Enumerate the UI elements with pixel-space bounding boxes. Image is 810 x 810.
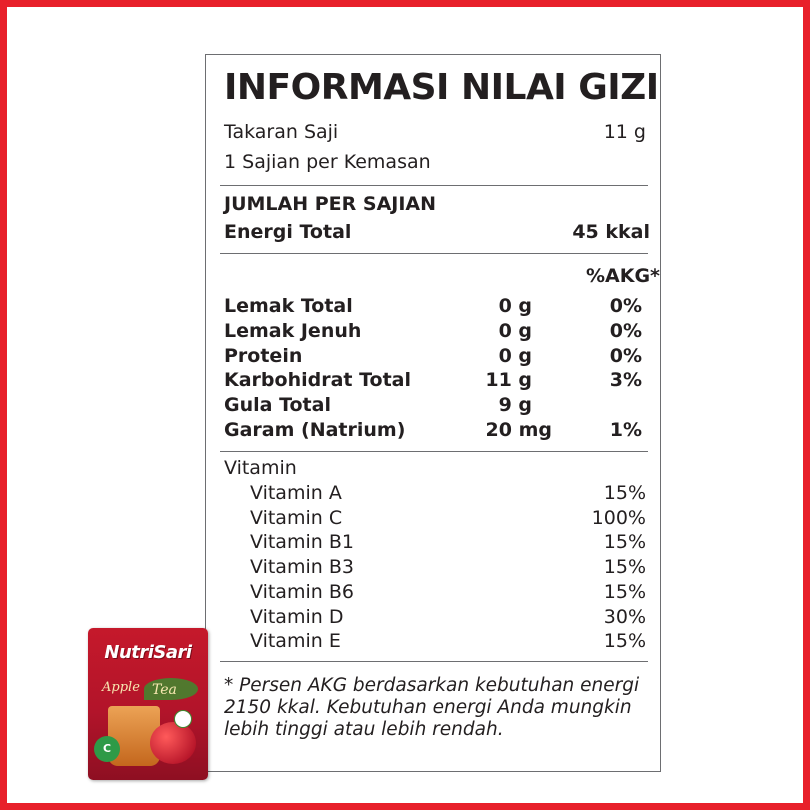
product-brand: NutriSari: [104, 642, 192, 663]
nutrient-name: Protein: [224, 345, 303, 367]
vitamin-badge: C: [94, 736, 120, 762]
vitamin-name: Vitamin D: [250, 606, 344, 628]
nutrient-akg: 3%: [609, 369, 642, 391]
product-flavor-apple: Apple: [102, 680, 140, 695]
energy-value: 45 kkal: [572, 221, 650, 243]
vitamin-akg: 15%: [603, 630, 646, 652]
nutrient-amount: 9 g: [498, 394, 532, 416]
vitamin-akg: 15%: [603, 556, 646, 578]
divider: [220, 185, 648, 186]
nutrient-amount: 0 g: [498, 320, 532, 342]
divider: [220, 661, 648, 662]
nutrient-name: Karbohidrat Total: [224, 369, 412, 391]
serving-size-label: Takaran Saji: [224, 121, 339, 143]
nutrient-amount: 11 g: [485, 369, 532, 391]
nutrient-name: Gula Total: [224, 394, 331, 416]
nutrient-amount: 0 g: [498, 295, 532, 317]
nutrient-name: Lemak Jenuh: [224, 320, 362, 342]
vitamin-akg: 30%: [603, 606, 646, 628]
vitamin-akg: 15%: [603, 531, 646, 553]
nutrient-akg: 0%: [609, 345, 642, 367]
vitamin-akg: 100%: [591, 507, 646, 529]
halal-logo-icon: [174, 710, 192, 728]
amount-per-serving-header: JUMLAH PER SAJIAN: [224, 193, 437, 215]
apple-icon: [150, 722, 196, 764]
product-flavor-tea: Tea: [152, 682, 177, 698]
divider: [220, 253, 648, 254]
nutrient-akg: 1%: [609, 419, 642, 441]
nutrition-facts-panel: [205, 54, 661, 772]
energy-label: Energi Total: [224, 221, 352, 243]
nutrient-amount: 0 g: [498, 345, 532, 367]
vitamin-name: Vitamin B6: [250, 581, 354, 603]
product-sachet-image: [88, 628, 208, 780]
vitamin-name: Vitamin A: [250, 482, 342, 504]
akg-header: %AKG*: [586, 265, 660, 287]
divider: [220, 451, 648, 452]
serving-size-value: 11 g: [603, 121, 646, 143]
nutrient-akg: 0%: [609, 320, 642, 342]
vitamin-name: Vitamin B1: [250, 531, 354, 553]
nutrient-akg: 0%: [609, 295, 642, 317]
nutrient-name: Garam (Natrium): [224, 419, 406, 441]
vitamin-header: Vitamin: [224, 457, 297, 479]
vitamin-name: Vitamin B3: [250, 556, 354, 578]
vitamin-name: Vitamin E: [250, 630, 341, 652]
panel-title: INFORMASI NILAI GIZI: [224, 67, 659, 108]
servings-per-pack: 1 Sajian per Kemasan: [224, 151, 431, 173]
nutrient-amount: 20 mg: [485, 419, 552, 441]
vitamin-akg: 15%: [603, 581, 646, 603]
footnote: * Persen AKG berdasarkan kebutuhan energi 2150 kkal. Kebutuhan energi Anda mungkin lebih tinggi atau lebih rendah.: [224, 675, 640, 740]
vitamin-akg: 15%: [603, 482, 646, 504]
vitamin-name: Vitamin C: [250, 507, 343, 529]
nutrient-name: Lemak Total: [224, 295, 353, 317]
